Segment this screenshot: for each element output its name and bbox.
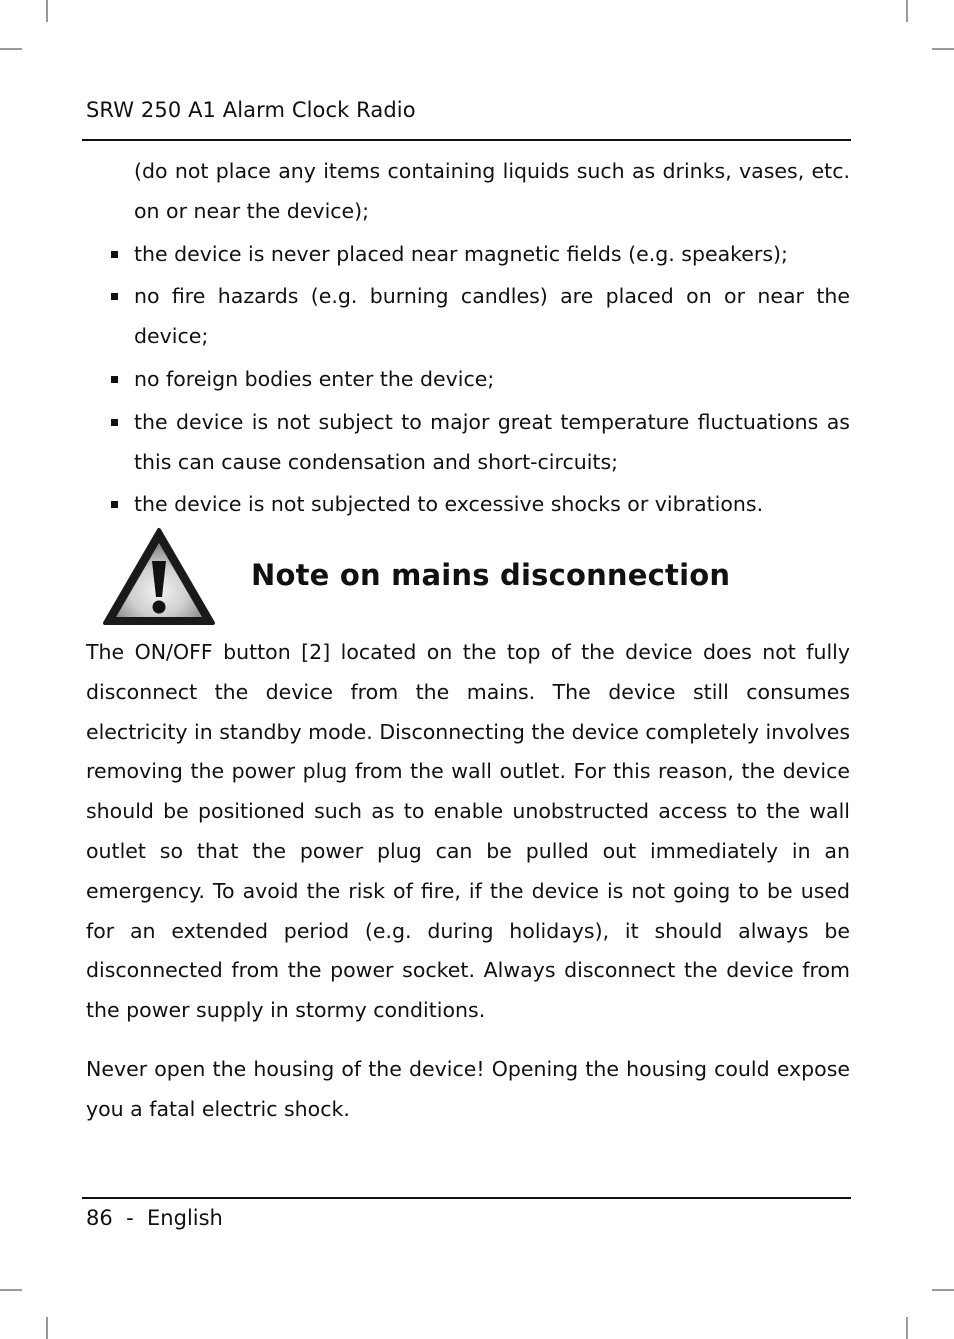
crop-mark: [932, 48, 954, 50]
crop-mark: [46, 1317, 48, 1339]
paragraph: The ON/OFF button [2] located on the top of the device does not fully disconnect the device from the mains. The device still consumes electricity in standby mode. Disconnecting the device completely involves removing the power plug from the wall outlet. For this reason, the device should be positioned such as to enable unobstructed access to the wall outlet so that the power plug can be pulled out immediately in an emergency. To avoid the risk of fire, if the device is not going to be used for an extended period (e.g. during holidays), it should always be disconnected from the power socket. Always disconnect the device from the power supply in stormy conditions.: [86, 640, 851, 1023]
list-item: the device is never placed near magnetic fields (e.g. speakers);: [86, 235, 850, 275]
crop-mark: [0, 48, 22, 50]
crop-mark: [906, 1317, 908, 1339]
footer-separator: -: [126, 1206, 134, 1230]
footer-language: English: [147, 1206, 223, 1230]
warning-triangle-icon: [102, 527, 216, 627]
list-item: the device is not subject to major great temperature fluctuations as this can cause condensation and short-circuits;: [86, 403, 850, 483]
bullet-square-icon: [111, 376, 118, 383]
page-footer: [86, 1206, 223, 1230]
paragraph: Never open the housing of the device! Opening the housing could expose you a fatal electric shock.: [86, 1056, 850, 1121]
crop-mark: [46, 0, 48, 22]
list-item: no foreign bodies enter the device;: [86, 360, 850, 400]
bullet-square-icon: [111, 293, 118, 300]
safety-list: [86, 152, 850, 528]
section-title: Note on mains disconnection: [251, 558, 731, 592]
crop-mark: [0, 1289, 22, 1291]
crop-mark: [906, 0, 908, 22]
list-continuation: (do not place any items containing liquids such as drinks, vases, etc. on or near the device);: [134, 159, 850, 223]
list-item: the device is not subjected to excessive shocks or vibrations.: [86, 485, 850, 525]
page-number: 86: [86, 1206, 113, 1230]
list-item: no fire hazards (e.g. burning candles) are placed on or near the device;: [86, 277, 850, 357]
bullet-square-icon: [111, 251, 118, 258]
section-body: [86, 633, 850, 1130]
crop-mark: [932, 1289, 954, 1291]
bullet-list: [86, 235, 850, 526]
header-rule: [82, 139, 851, 141]
running-header: SRW 250 A1 Alarm Clock Radio: [86, 98, 416, 122]
bullet-square-icon: [111, 419, 118, 426]
bullet-square-icon: [111, 501, 118, 508]
footer-rule: [82, 1197, 851, 1199]
